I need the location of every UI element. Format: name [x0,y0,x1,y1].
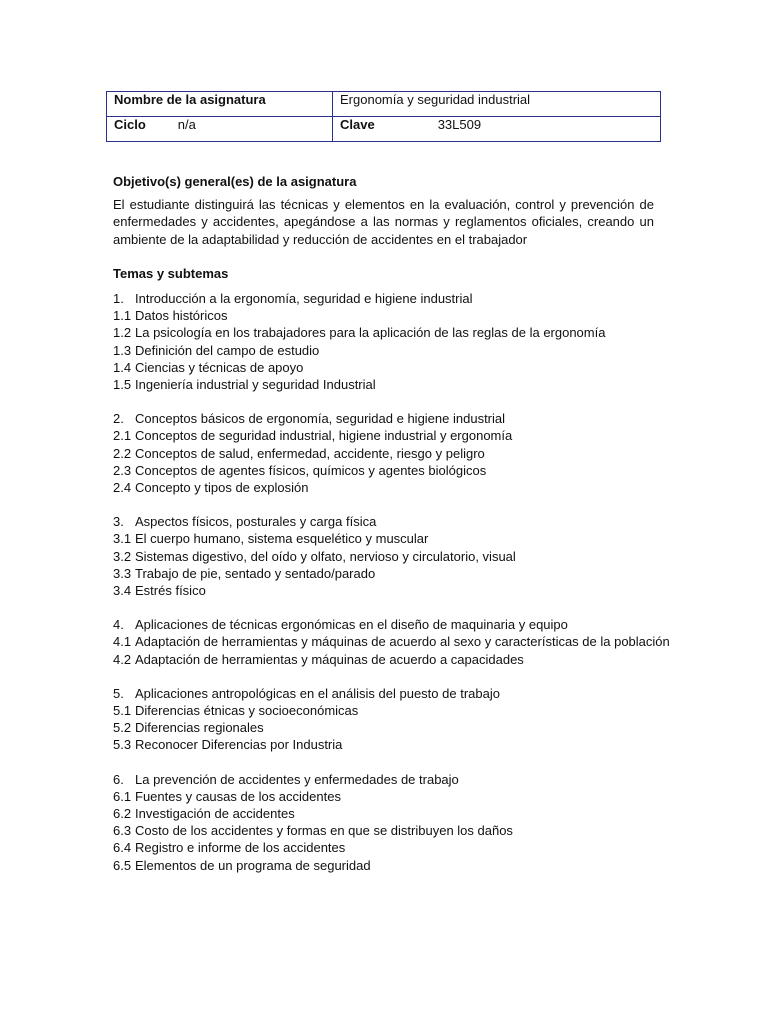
subtopic-item [113,702,673,719]
topic-number: 1.1 [113,308,132,324]
topic-number: 1. [113,291,124,306]
topic-number: 5.2 [113,720,132,736]
topic-text: Concepto y tipos de explosión [135,480,309,496]
topic-text: Datos históricos [135,308,228,324]
topic-number: 1.2 [113,325,132,341]
topic-number: 4.2 [113,651,132,667]
course-cycle-row [107,117,661,142]
topic-text: La prevención de accidentes y enfermedades de trabajo [135,771,459,787]
topic-text: Conceptos de seguridad industrial, higiene industrial y ergonomía [135,428,513,444]
subtopic-item [113,462,673,479]
subtopic-item [113,359,673,376]
subtopic-item [113,651,673,668]
topic-text: Conceptos de agentes físicos, químicos y agentes biológicos [135,462,487,478]
subtopic-item [113,548,673,565]
subtopic-item [113,839,673,856]
topic-group [113,685,673,754]
topic-number: 6.4 [113,840,132,856]
subtopic-item [113,633,673,650]
course-name-value: Ergonomía y seguridad industrial [333,92,661,117]
key-label: Clave [340,117,375,132]
subtopic-item [113,736,673,753]
topic-heading [113,410,673,427]
topic-number: 5.3 [113,737,132,753]
topic-text: Conceptos de salud, enfermedad, accidente, riesgo y peligro [135,445,485,461]
subtopic-item [113,479,673,496]
key-value: 33L509 [437,117,482,132]
subtopic-item [113,857,673,874]
objective-paragraph [113,196,654,248]
topic-text: El cuerpo humano, sistema esquelético y muscular [135,531,429,547]
topic-text: La psicología en los trabajadores para la aplicación de las reglas de la ergonomía [135,325,606,341]
topic-number: 6.2 [113,806,132,822]
subtopic-item [113,427,673,444]
subtopic-item [113,342,673,359]
topic-heading [113,616,673,633]
topic-text: Aspectos físicos, posturales y carga física [135,514,377,530]
topic-number: 3.4 [113,583,132,599]
topic-number: 2.3 [113,462,132,478]
objective-line: enfermedades y accidentes, apegándose a las normas y reglamentos oficiales, creando un [113,214,654,230]
topic-text: Fuentes y causas de los accidentes [135,788,341,804]
topic-text: Aplicaciones de técnicas ergonómicas en el diseño de maquinaria y equipo [135,617,568,633]
subtopic-item [113,582,673,599]
topic-text: Costo de los accidentes y formas en que se distribuyen los daños [135,823,513,839]
topic-text: Adaptación de herramientas y máquinas de acuerdo a capacidades [135,651,524,667]
topic-text: Adaptación de herramientas y máquinas de acuerdo al sexo y características de la población [135,634,670,650]
topic-number: 2. [113,411,124,427]
cycle-cell [107,117,333,142]
topic-number: 6. [113,771,124,787]
subtopic-item [113,822,673,839]
topic-text: Registro e informe de los accidentes [135,840,346,856]
topic-group [113,771,673,874]
topic-text: Reconocer Diferencias por Industria [135,737,343,753]
course-name-label: Nombre de la asignatura [107,92,333,117]
topic-heading [113,513,673,530]
topic-number: 5. [113,685,124,701]
topic-number: 3.1 [113,531,132,547]
topic-group [113,513,673,599]
topic-text: Ingeniería industrial y seguridad Industrial [135,377,376,393]
topic-number: 6.5 [113,857,132,873]
topic-text: Trabajo de pie, sentado y sentado/parado [135,565,376,581]
subtopic-item [113,530,673,547]
topics-list [113,290,673,891]
topic-text: Elementos de un programa de seguridad [135,857,371,873]
key-cell [333,117,661,142]
cycle-value: n/a [177,117,196,132]
topic-number: 2.4 [113,480,132,496]
topic-number: 5.1 [113,703,132,719]
topic-text: Introducción a la ergonomía, seguridad e higiene industrial [135,291,473,306]
subtopic-item [113,565,673,582]
topic-heading [113,290,673,307]
topic-number: 3.3 [113,565,132,581]
topic-group [113,616,673,668]
objective-title: Objetivo(s) general(es) de la asignatura [113,174,357,189]
topic-number: 4. [113,617,124,633]
topic-number: 3. [113,514,124,530]
topic-number: 1.5 [113,377,132,393]
topic-number: 1.3 [113,342,132,358]
subtopic-item [113,805,673,822]
topic-group [113,290,673,393]
topic-text: Definición del campo de estudio [135,342,320,358]
subtopic-item [113,376,673,393]
topic-text: Aplicaciones antropológicas en el análisis del puesto de trabajo [135,685,500,701]
topic-number: 3.2 [113,548,132,564]
topic-number: 6.3 [113,823,132,839]
topic-text: Estrés físico [135,583,206,599]
course-info-table [106,91,661,142]
topic-number: 2.1 [113,428,132,444]
topic-number: 4.1 [113,634,132,650]
topics-title: Temas y subtemas [113,266,229,281]
objective-line: ambiente de la adaptabilidad y reducción de accidentes en el trabajador [113,231,528,247]
topic-heading [113,771,673,788]
objective-line: El estudiante distinguirá las técnicas y elementos en la evaluación, control y prevención de [113,197,654,212]
topic-heading [113,685,673,702]
course-name-row [107,92,661,117]
subtopic-item [113,324,673,341]
topic-group [113,410,673,496]
topic-text: Diferencias étnicas y socioeconómicas [135,703,359,719]
topic-text: Diferencias regionales [135,720,264,736]
cycle-label: Ciclo [114,117,146,132]
topic-text: Investigación de accidentes [135,806,295,822]
topic-number: 2.2 [113,445,132,461]
topic-number: 1.4 [113,359,132,375]
topic-text: Sistemas digestivo, del oído y olfato, nervioso y circulatorio, visual [135,548,516,564]
subtopic-item [113,719,673,736]
subtopic-item [113,307,673,324]
subtopic-item [113,445,673,462]
topic-text: Ciencias y técnicas de apoyo [135,359,304,375]
topic-text: Conceptos básicos de ergonomía, seguridad e higiene industrial [135,411,506,427]
topic-number: 6.1 [113,788,132,804]
subtopic-item [113,788,673,805]
